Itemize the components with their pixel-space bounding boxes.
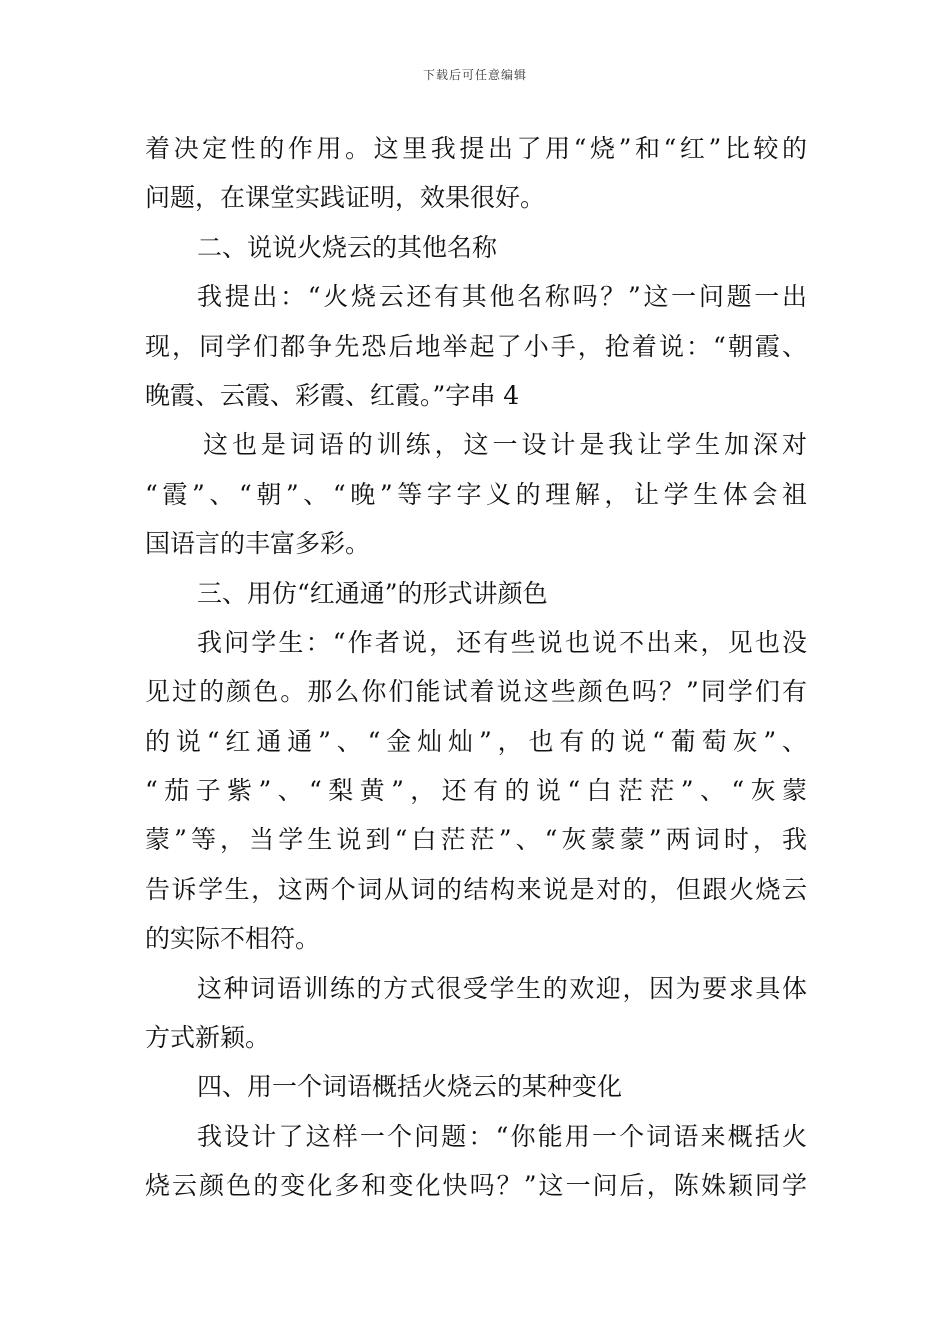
text-line: “茄子紫”、“梨黄”，还有的说“白茫茫”、“灰蒙 bbox=[145, 776, 807, 806]
text-line: 见过的颜色。那么你们能试着说这些颜色吗？”同学们有 bbox=[145, 677, 807, 707]
text-line: 这也是词语的训练，这一设计是我让学生加深对 bbox=[203, 430, 807, 460]
text-line: 方式新颖。 bbox=[145, 1023, 271, 1053]
text-line: 我设计了这样一个问题：“你能用一个词语来概括火 bbox=[197, 1121, 807, 1151]
text-line: 我提出：“火烧云还有其他名称吗？”这一问题一出 bbox=[197, 282, 807, 312]
text-line: “霞”、“朝”、“晚”等字字义的理解，让学生体会祖 bbox=[145, 479, 807, 509]
text-line: 着决定性的作用。这里我提出了用“烧”和“红”比较的 bbox=[145, 134, 807, 163]
text-line: 国语言的丰富多彩。 bbox=[145, 529, 371, 559]
text-line: 的说“红通通”、“金灿灿”，也有的说“葡萄灰”、 bbox=[145, 726, 807, 756]
text-line: 现，同学们都争先恐后地举起了小手，抢着说：“朝霞、 bbox=[145, 331, 807, 361]
text-line: 四、用一个词语概括火烧云的某种变化 bbox=[197, 1072, 623, 1102]
text-line: 的实际不相符。 bbox=[145, 924, 321, 954]
text-line: 二、说说火烧云的其他名称 bbox=[197, 232, 498, 262]
document-body bbox=[145, 124, 807, 1211]
text-line: 问题，在课堂实践证明，效果很好。 bbox=[145, 183, 546, 213]
text-line: 晚霞、云霞、彩霞、红霞。”字串 4 bbox=[145, 380, 520, 410]
page-header: 下载后可任意编辑 bbox=[422, 68, 527, 82]
text-line: 烧云颜色的变化多和变化快吗？”这一问后，陈姝颖同学 bbox=[145, 1171, 807, 1201]
text-line: 蒙”等，当学生说到“白茫茫”、“灰蒙蒙”两词时，我 bbox=[145, 825, 807, 855]
text-line: 告诉学生，这两个词从词的结构来说是对的，但跟火烧云 bbox=[145, 874, 807, 904]
text-line: 我问学生：“作者说，还有些说也说不出来，见也没 bbox=[197, 627, 807, 657]
text-line: 三、用仿“红通通”的形式讲颜色 bbox=[197, 578, 548, 608]
text-line: 这种词语训练的方式很受学生的欢迎，因为要求具体 bbox=[197, 973, 807, 1003]
